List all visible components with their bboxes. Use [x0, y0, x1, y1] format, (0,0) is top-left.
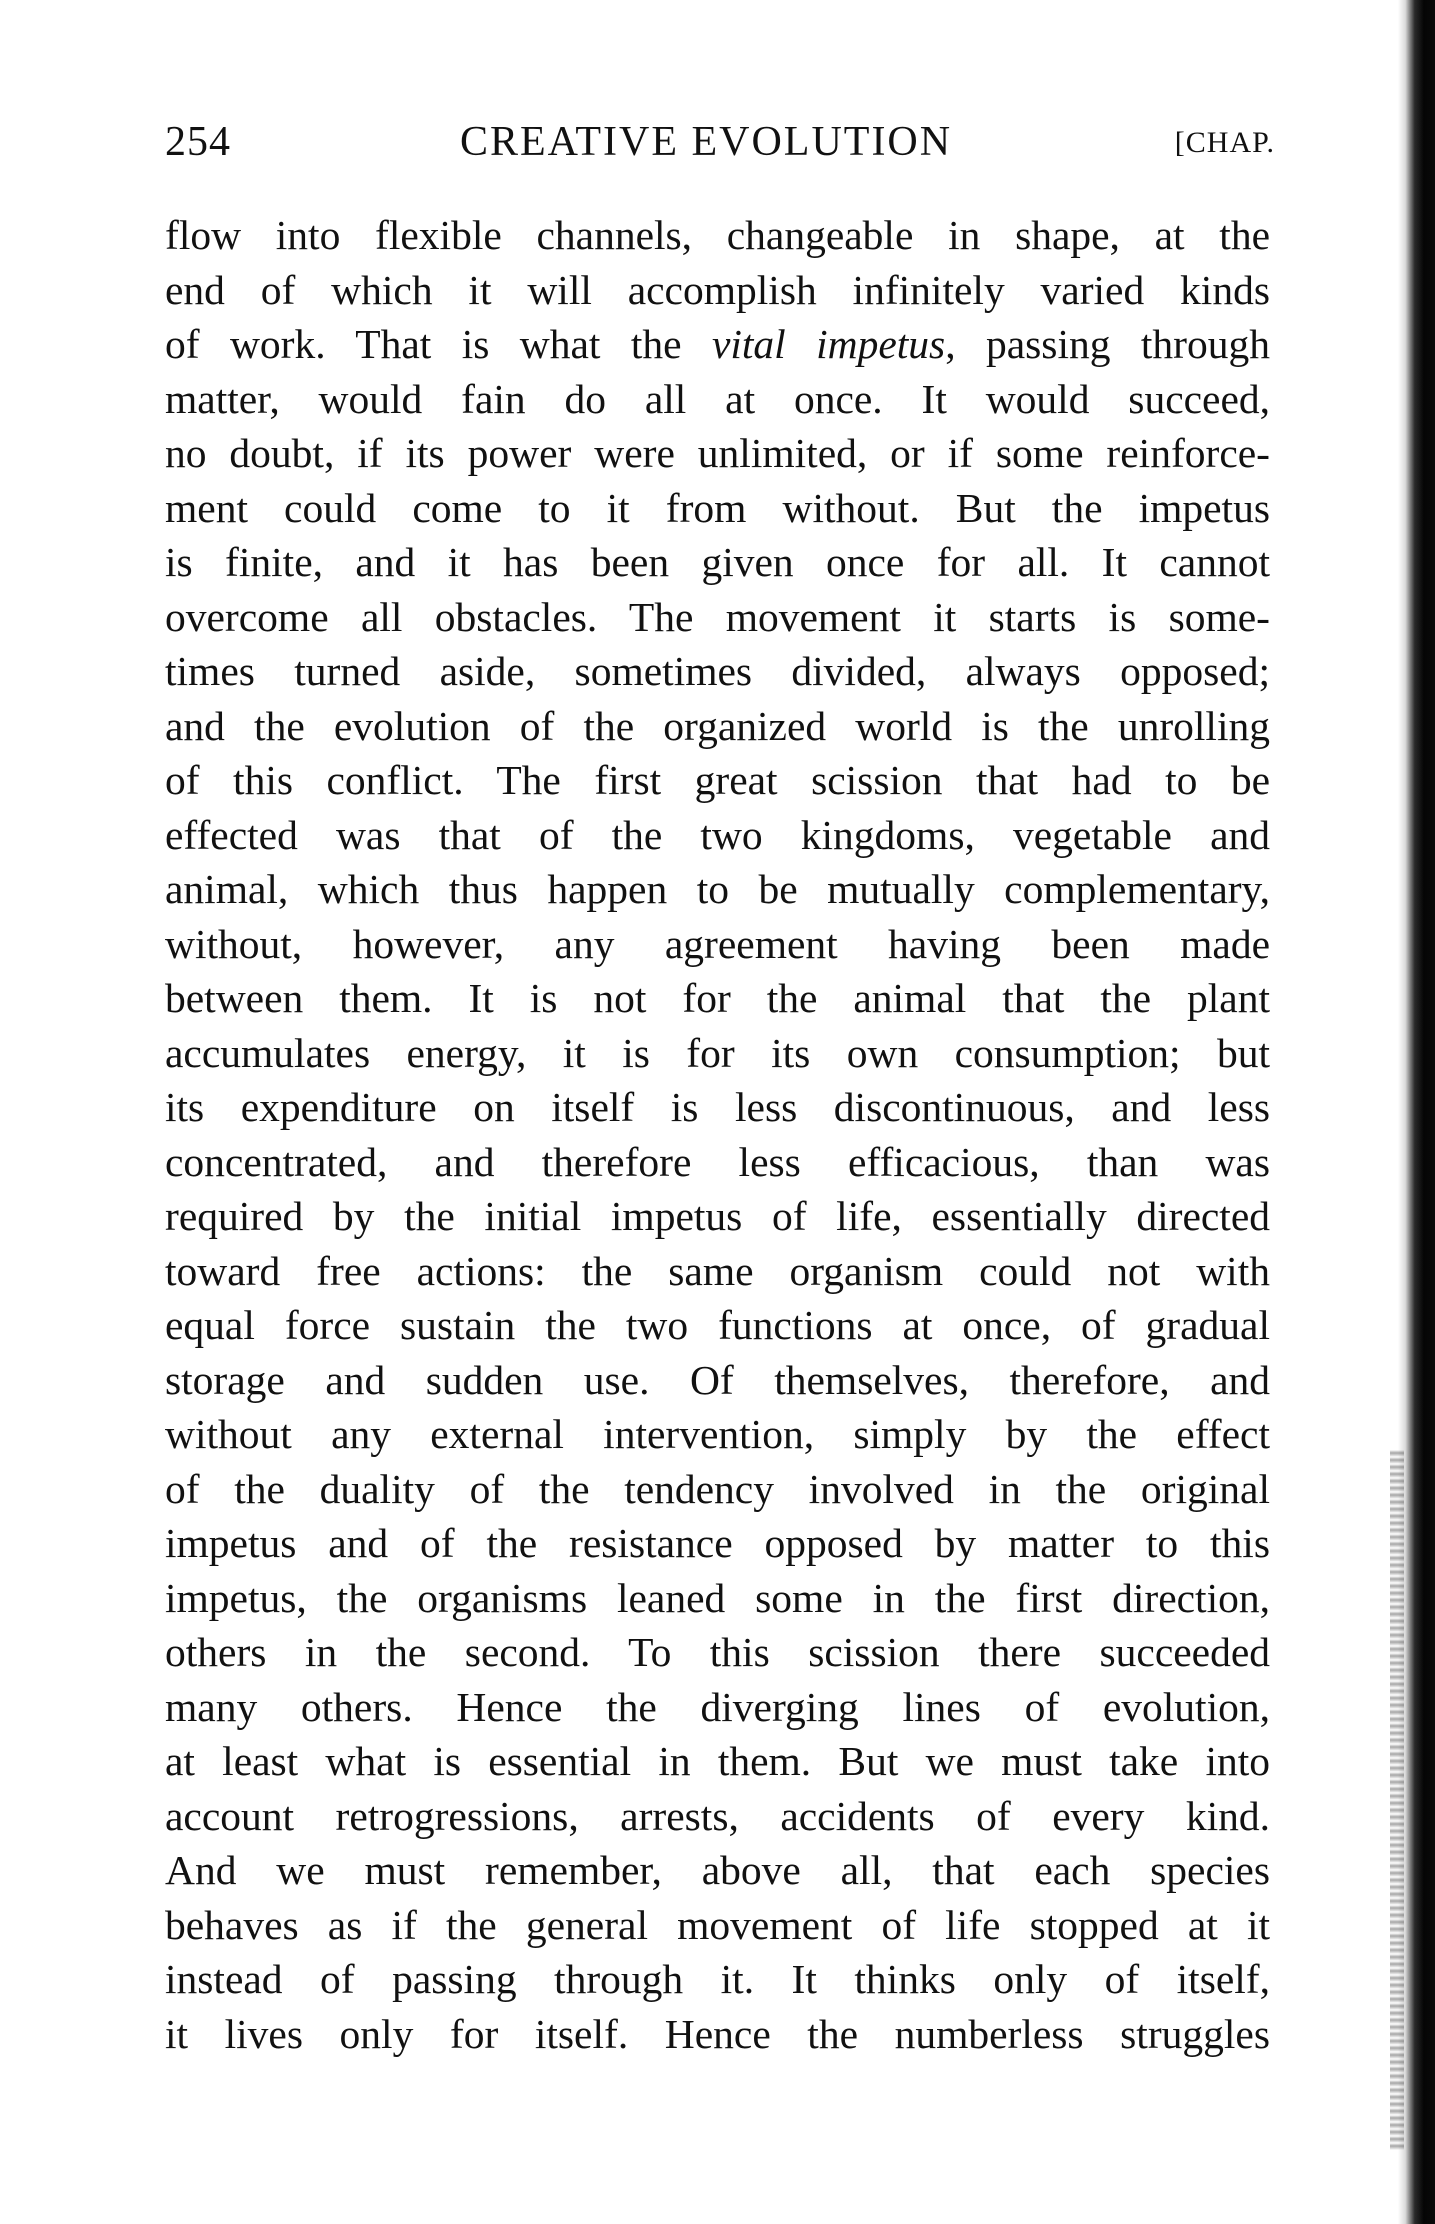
text-line: and the evolution of the organized world is the unrolling — [165, 702, 1270, 749]
body-text — [165, 208, 1270, 2061]
text-line: of this conflict. The first great scission that had to be — [165, 757, 1270, 803]
text-line: many others. Hence the diverging lines of evolution, — [165, 1683, 1270, 1730]
text-line: no doubt, if its power were unlimited, or if some reinforce- — [165, 430, 1270, 476]
text-line: required by the initial impetus of life, essentially directed — [165, 1193, 1270, 1239]
text-line: impetus, the organisms leaned some in the first direction, — [165, 1574, 1270, 1621]
italic-phrase: vital impetus — [711, 321, 946, 367]
text-line: of work. That is what the vital impetus, passing through — [165, 321, 1270, 367]
text-line: And we must remember, above all, that each species — [165, 1847, 1270, 1893]
text-line: it lives only for itself. Hence the numberless struggles — [165, 2010, 1270, 2057]
text-line: times turned aside, sometimes divided, always opposed; — [165, 648, 1270, 694]
text-line: matter, would fain do all at once. It would succeed, — [165, 375, 1270, 422]
text-line: between them. It is not for the animal that the plant — [165, 975, 1270, 1021]
text-line: without, however, any agreement having been made — [165, 920, 1270, 967]
text-line: others in the second. To this scission there succeeded — [165, 1629, 1270, 1675]
text-line: toward free actions: the same organism could not with — [165, 1247, 1270, 1294]
text-line: ment could come to it from without. But the impetus — [165, 484, 1270, 531]
text-line: its expenditure on itself is less discontinuous, and less — [165, 1084, 1270, 1130]
running-title: CREATIVE EVOLUTION — [460, 119, 953, 165]
text-line: behaves as if the general movement of life stopped at it — [165, 1901, 1270, 1948]
page-number: 254 — [165, 119, 231, 165]
text-line: equal force sustain the two functions at once, of gradual — [165, 1302, 1270, 1348]
chapter-mark: [CHAP. — [1174, 126, 1275, 159]
page-header — [165, 118, 1275, 178]
text-line: is finite, and it has been given once for all. It cannot — [165, 539, 1270, 585]
text-line: concentrated, and therefore less efficacious, than was — [165, 1138, 1270, 1185]
text-line: accumulates energy, it is for its own consumption; but — [165, 1029, 1270, 1076]
text-line: overcome all obstacles. The movement it starts is some- — [165, 593, 1270, 640]
text-line: without any external intervention, simply by the effect — [165, 1411, 1270, 1457]
text-line: impetus and of the resistance opposed by matter to this — [165, 1520, 1270, 1566]
book-binding-texture — [1390, 1450, 1404, 2150]
text-line: at least what is essential in them. But we must take into — [165, 1738, 1270, 1784]
text-line: effected was that of the two kingdoms, vegetable and — [165, 811, 1270, 858]
text-line: instead of passing through it. It thinks only of itself, — [165, 1956, 1270, 2002]
text-line: storage and sudden use. Of themselves, therefore, and — [165, 1356, 1270, 1403]
text-line: animal, which thus happen to be mutually complementary, — [165, 866, 1270, 912]
text-line: account retrogressions, arrests, accidents of every kind. — [165, 1792, 1270, 1839]
text-line: end of which it will accomplish infinitely varied kinds — [165, 266, 1270, 313]
text-line: of the duality of the tendency involved in the original — [165, 1465, 1270, 1512]
text-line: flow into flexible channels, changeable in shape, at the — [165, 212, 1270, 258]
